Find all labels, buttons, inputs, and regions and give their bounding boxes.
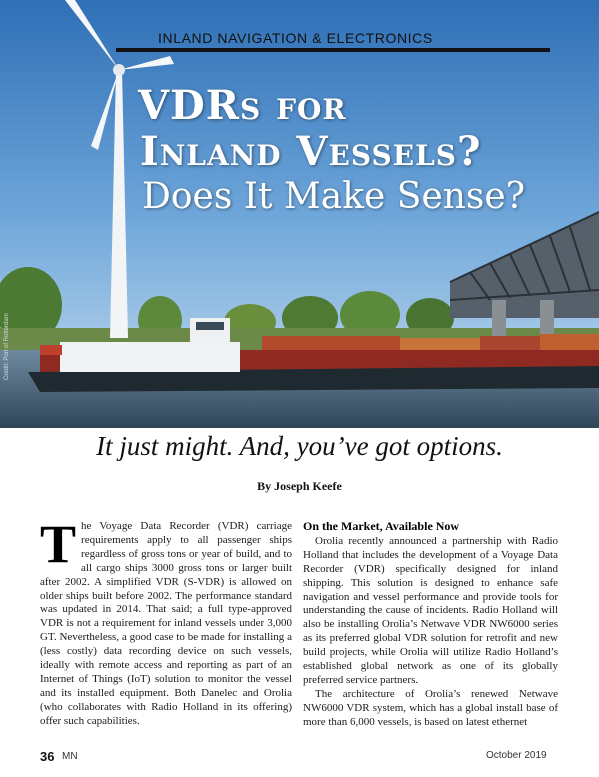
kicker-rule: [116, 48, 550, 52]
deck-subtitle: It just might. And, you’ve got options.: [96, 431, 503, 461]
article-column-right: [303, 520, 558, 730]
drop-cap: T: [40, 514, 77, 574]
article-paragraph: Orolia recently announced a partnership with Radio Holland that includes the development of a Voyage Data Recorder (VDR) specifically designed for inland shipping. This solution is designed to enhance safe navigation and vessel performance and provide tools for understanding the cause of incidents. Radio Holland will also be installing Orolia’s Netwave VDR NW6000 series as its preferred global VDR solution for retrofit and new build projects, while Orolia will utilize Radio Holland’s established global network as one of its globally preferred service partners.: [303, 534, 558, 686]
byline: By Joseph Keefe: [257, 479, 342, 493]
section-kicker: INLAND NAVIGATION & ELECTRONICS: [158, 30, 433, 46]
page-number: 36: [40, 749, 55, 764]
article-paragraph: [40, 514, 292, 729]
headline-line-2: Inland Vessels?: [140, 128, 482, 175]
article-column-left: [40, 514, 292, 729]
magazine-name: MN: [62, 751, 78, 762]
headline-line-1: VDRs for: [138, 82, 347, 129]
article-paragraph: The architecture of Orolia’s renewed Netwave NW6000 VDR system, which has a global install base of more than 6,000 vessels, is based on latest ethernet: [303, 687, 558, 728]
issue-date: October 2019: [486, 750, 547, 761]
section-heading: On the Market, Available Now: [303, 519, 460, 533]
paragraph-text: he Voyage Data Recorder (VDR) carriage requirements apply to all passenger ships regardless of gross tons or year of build, and to all cargo ships 3000 gross tons or larger built after 2002. A simplified VDR (S-VDR) is allowed on older ships built before 2002. The performance standard was updated in 2014. That said; a full type-approved VDR is not a requirement for inland vessels under 3,000 GT. Nevertheless, a good case to be made for installing a (less costly) data recording device on such vessels, ideally with remote access and reporting as part of an Internet of Things (IoT) solution to monitor the vessel and its installed equipment. Both Danelec and Orolia (who collaborates with Radio Holland in its offering) offer such capabilities.: [40, 520, 292, 727]
headline-line-3: Does It Make Sense?: [142, 176, 526, 217]
photo-credit: Credit: Port of Rotterdam: [4, 313, 10, 380]
